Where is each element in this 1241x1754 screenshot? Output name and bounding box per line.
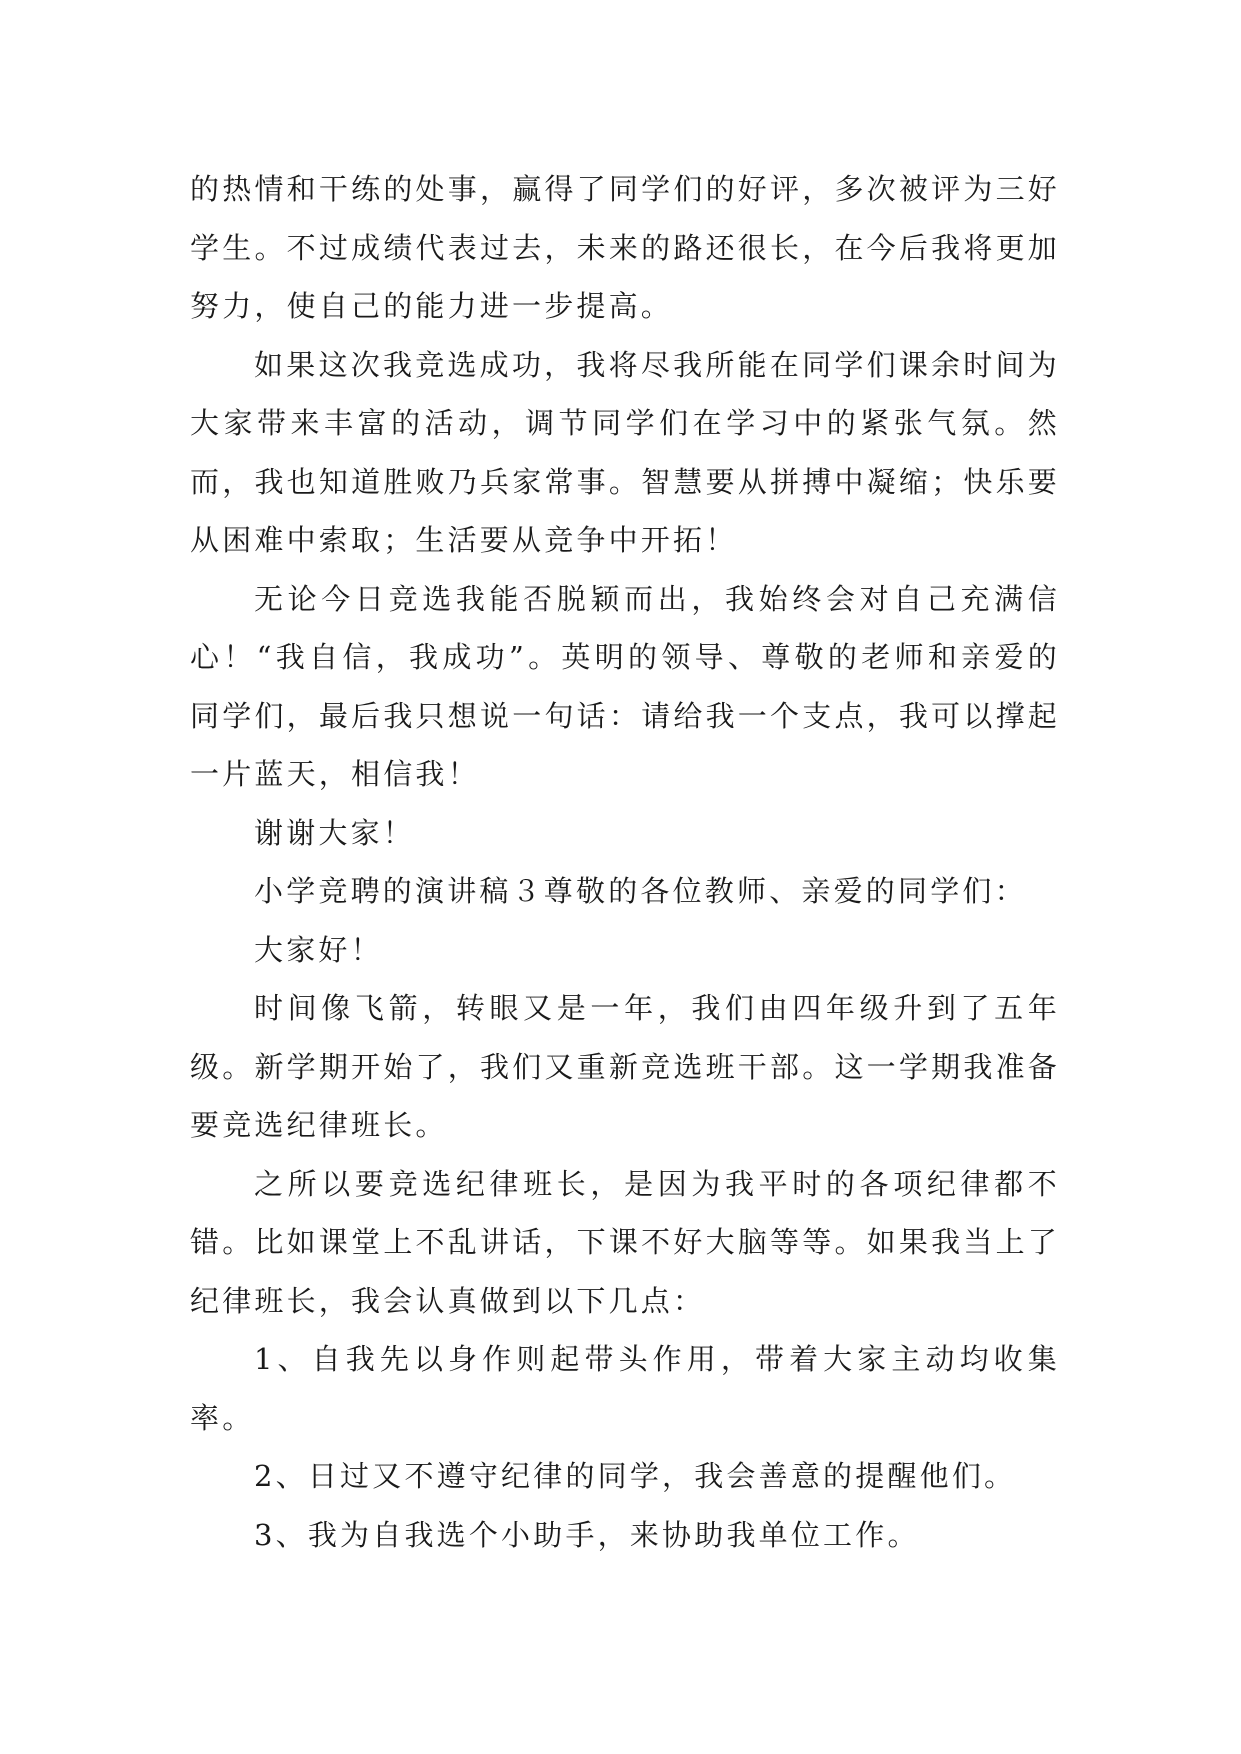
paragraph: 1、自我先以身作则起带头作用，带着大家主动均收集率。 xyxy=(190,1342,1060,1435)
paragraph: 时间像飞箭，转眼又是一年，我们由四年级升到了五年级。新学期开始了，我们又重新竞选班干部。这一学期我准备要竞选纪律班长。 xyxy=(190,991,1060,1142)
paragraph: 如果这次我竞选成功，我将尽我所能在同学们课余时间为大家带来丰富的活动，调节同学们在学习中的紧张气氛。然而，我也知道胜败乃兵家常事。智慧要从拼搏中凝缩；快乐要从困难中索取；生活要从竞争中开拓！ xyxy=(190,347,1060,557)
paragraph: 小学竞聘的演讲稿３尊敬的各位教师、亲爱的同学们： xyxy=(254,874,1027,908)
paragraph: 2、日过又不遵守纪律的同学，我会善意的提醒他们。 xyxy=(254,1459,1017,1493)
paragraph: 之所以要竞选纪律班长，是因为我平时的各项纪律都不错。比如课堂上不乱讲话，下课不好大脑等等。如果我当上了纪律班长，我会认真做到以下几点： xyxy=(190,1166,1060,1318)
paragraph: 3、我为自我选个小助手，来协助我单位工作。 xyxy=(254,1517,920,1552)
paragraph: 的热情和干练的处事，赢得了同学们的好评，多次被评为三好学生。不过成绩代表过去，未来的路还很长，在今后我将更加努力，使自己的能力进一步提高。 xyxy=(190,172,1060,323)
paragraph: 谢谢大家！ xyxy=(254,815,416,850)
body-text xyxy=(190,160,1060,1564)
paragraph: 无论今日竞选我能否脱颖而出，我始终会对自己充满信心！“我自信，我成功”。英明的领导、尊敬的老师和亲爱的同学们，最后我只想说一句话：请给我一个支点，我可以撑起一片蓝天，相信我！ xyxy=(190,581,1060,791)
paragraph: 大家好！ xyxy=(254,932,383,967)
